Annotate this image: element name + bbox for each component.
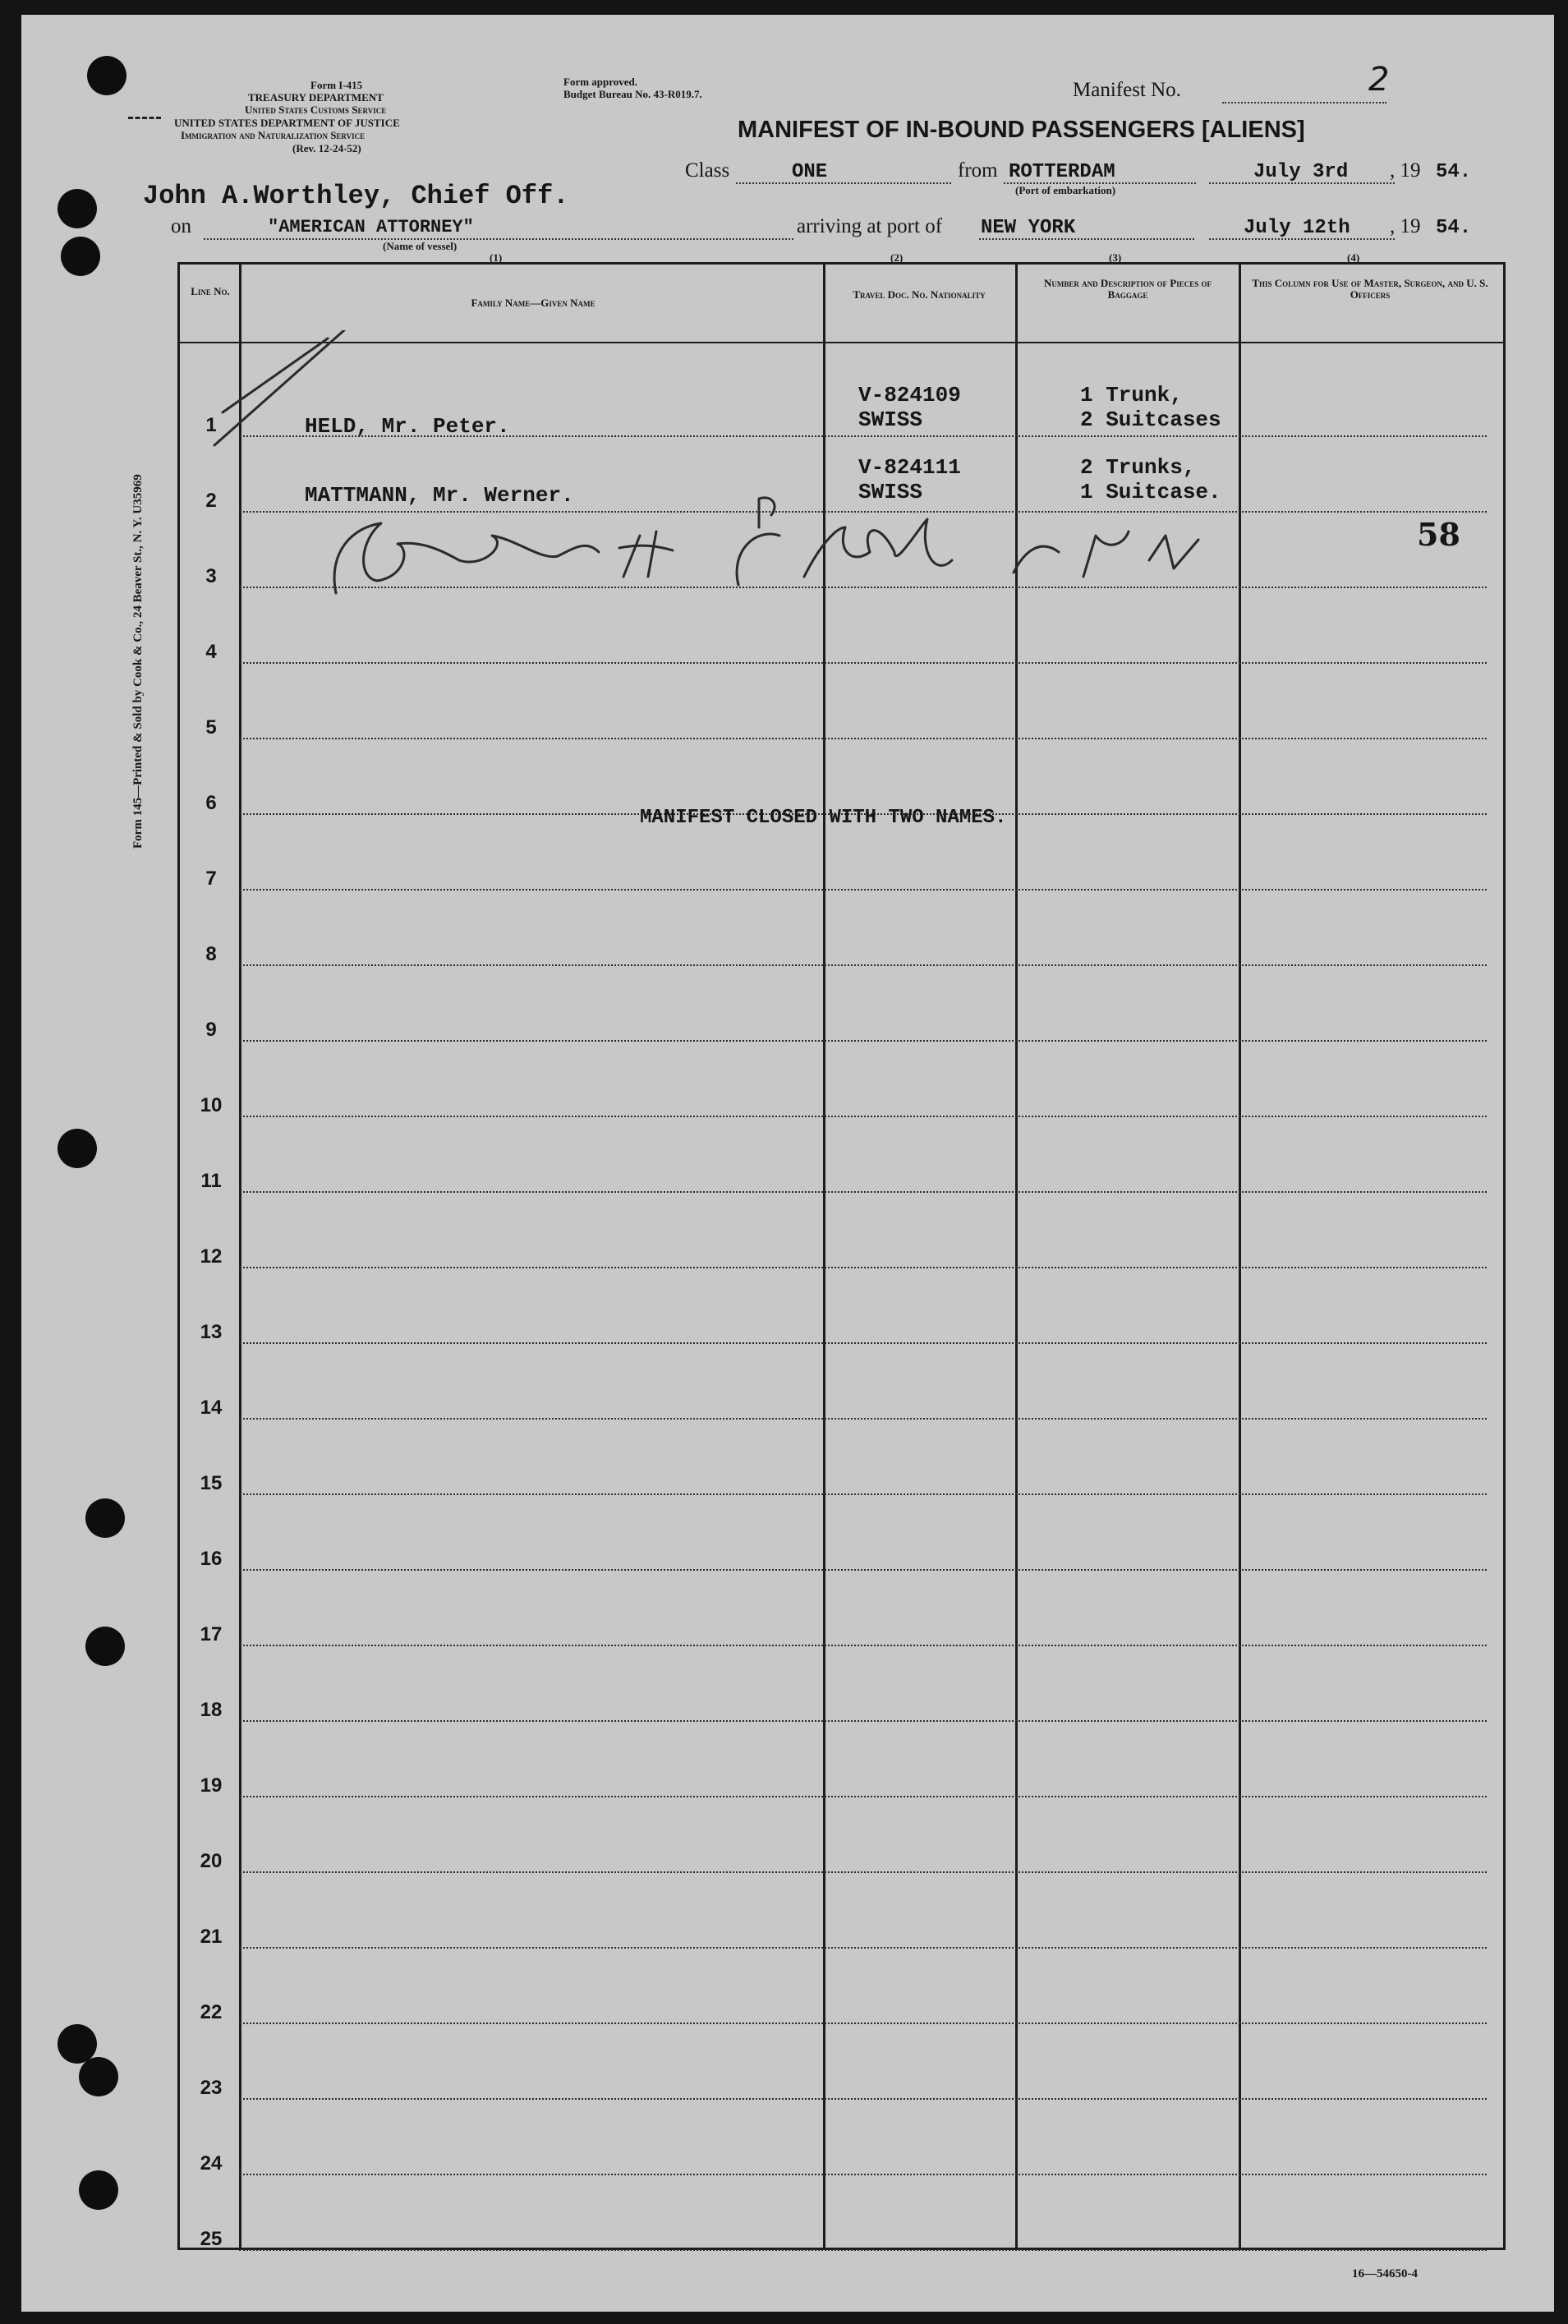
row-ruling	[239, 2174, 1487, 2175]
row-ruling	[239, 738, 1487, 739]
passenger-1-baggage-a: 1 Trunk,	[1080, 383, 1183, 407]
line-number: 15	[200, 1472, 223, 1494]
customs-service: United States Customs Service	[245, 104, 387, 116]
row-ruling	[239, 964, 1487, 966]
arrival-year: 54.	[1436, 217, 1472, 239]
row-ruling	[239, 1040, 1487, 1042]
row-ruling	[239, 662, 1487, 664]
header-baggage: Number and Description of Pieces of Baggage	[1044, 277, 1212, 301]
manifest-page	[21, 15, 1554, 2312]
passenger-2-doc: V-824111	[858, 455, 961, 480]
line-number: 4	[205, 641, 217, 663]
row-ruling	[239, 2023, 1487, 2024]
line-number: 1	[205, 414, 217, 436]
revision-date: (Rev. 12-24-52)	[292, 142, 361, 154]
row-ruling	[239, 1116, 1487, 1117]
line-number: 6	[205, 792, 217, 814]
header-officers-column: This Column for Use of Master, Surgeon, and U. S. Officers	[1252, 277, 1488, 301]
line-number: 8	[205, 943, 217, 965]
total-count-mark: 58	[1417, 516, 1460, 553]
line-number: 20	[200, 1850, 223, 1872]
line-number: 14	[200, 1397, 223, 1419]
passenger-1-name: HELD, Mr. Peter.	[305, 414, 510, 439]
punch-hole	[87, 56, 126, 95]
arrival-port: NEW YORK	[981, 217, 1076, 239]
departure-date: July 3rd	[1253, 161, 1349, 183]
departure-year-prefix: , 19	[1390, 159, 1421, 182]
ins-service: Immigration and Naturalization Service	[181, 129, 366, 141]
row-ruling	[239, 889, 1487, 890]
punch-hole	[79, 2057, 118, 2096]
class-value: ONE	[792, 161, 828, 183]
line-number: 11	[200, 1170, 222, 1192]
justice-dept: UNITED STATES DEPARTMENT OF JUSTICE	[174, 117, 400, 129]
arrival-date: July 12th	[1244, 217, 1350, 239]
row-ruling	[239, 1267, 1487, 1268]
arrival-year-prefix: , 19	[1390, 215, 1421, 237]
passenger-1-doc: V-824109	[858, 383, 961, 407]
header-travel-doc: Travel Doc. No. Nationality	[853, 288, 986, 301]
line-number: 24	[200, 2152, 223, 2174]
dash-mark	[128, 117, 161, 119]
row-ruling	[239, 1191, 1487, 1193]
vessel-caption: (Name of vessel)	[383, 240, 458, 252]
row-ruling	[239, 1720, 1487, 1722]
departure-year: 54.	[1436, 161, 1472, 183]
treasury-dept: TREASURY DEPARTMENT	[248, 91, 384, 104]
row-ruling	[239, 1871, 1487, 1873]
header-line-no: Line No.	[191, 285, 230, 297]
header-family-name: Family Name—Given Name	[471, 297, 595, 309]
from-label: from	[958, 159, 998, 182]
class-label: Class	[685, 159, 730, 182]
passenger-1-nationality: SWISS	[858, 407, 923, 432]
line-number: 13	[200, 1321, 223, 1343]
line-number: 16	[200, 1548, 223, 1570]
line-number: 19	[200, 1774, 223, 1797]
passenger-1-baggage-b: 2 Suitcases	[1080, 407, 1221, 432]
punch-hole	[57, 1129, 97, 1168]
budget-bureau: Budget Bureau No. 43-R019.7.	[563, 88, 702, 100]
row-ruling	[239, 1947, 1487, 1949]
row-ruling	[239, 2098, 1487, 2100]
vessel-name: "AMERICAN ATTORNEY"	[268, 217, 474, 237]
passenger-2-nationality: SWISS	[858, 480, 923, 504]
manifest-title: MANIFEST OF IN-BOUND PASSENGERS [ALIENS]	[738, 117, 1305, 143]
vessel-line	[204, 238, 793, 240]
row-ruling	[239, 1493, 1487, 1495]
manifest-number-line	[1222, 102, 1386, 104]
manifest-table	[177, 262, 1506, 2250]
line-number: 17	[200, 1623, 223, 1645]
col-ref-4: (4)	[1347, 251, 1360, 264]
embarkation-caption: (Port of embarkation)	[1015, 184, 1116, 196]
row-ruling	[239, 1645, 1487, 1646]
line-number: 5	[205, 716, 217, 739]
line-number: 10	[200, 1094, 223, 1116]
row-ruling	[239, 1569, 1487, 1571]
manifest-number-handwritten: 2	[1368, 61, 1390, 99]
punch-hole	[85, 1498, 125, 1538]
punch-hole	[57, 189, 97, 228]
punch-hole	[85, 1627, 125, 1666]
line-number: 21	[200, 1926, 223, 1948]
on-label: on	[171, 215, 191, 237]
from-port: ROTTERDAM	[1009, 161, 1115, 183]
arriving-label: arriving at port of	[797, 215, 943, 237]
col-ref-3: (3)	[1109, 251, 1122, 264]
row-ruling	[239, 1418, 1487, 1420]
inspector-signature	[213, 330, 1363, 610]
passenger-2-baggage-a: 2 Trunks,	[1080, 455, 1196, 480]
line-number: 25	[200, 2228, 223, 2250]
col-ref-1: (1)	[490, 251, 503, 264]
footer-form-code: 16—54650-4	[1352, 2267, 1418, 2280]
punch-hole	[61, 237, 100, 276]
printer-imprint: Form 145—Printed & Sold by Cook & Co., 24 Beaver St., N. Y. U35969	[131, 474, 145, 849]
passenger-2-baggage-b: 1 Suitcase.	[1080, 480, 1221, 504]
manifest-number-label: Manifest No.	[1073, 79, 1181, 101]
line-number: 2	[205, 490, 217, 512]
line-number: 12	[200, 1245, 223, 1268]
manifest-closed-note: MANIFEST CLOSED WITH TWO NAMES.	[640, 807, 1007, 829]
form-approved: Form approved.	[563, 76, 638, 88]
line-number: 7	[205, 867, 217, 890]
line-number: 9	[205, 1019, 217, 1041]
row-ruling	[239, 2249, 1487, 2251]
line-number: 23	[200, 2077, 223, 2099]
punch-hole	[79, 2170, 118, 2210]
passenger-2-name: MATTMANN, Mr. Werner.	[305, 483, 574, 508]
row-ruling	[239, 1796, 1487, 1797]
chief-officer: John A.Worthley, Chief Off.	[143, 181, 569, 211]
row-ruling	[239, 1342, 1487, 1344]
class-line	[736, 182, 951, 184]
form-number: Form I-415	[310, 79, 363, 91]
line-number: 3	[205, 565, 217, 587]
line-number: 22	[200, 2001, 223, 2023]
col-ref-2: (2)	[890, 251, 904, 264]
line-number: 18	[200, 1699, 223, 1721]
